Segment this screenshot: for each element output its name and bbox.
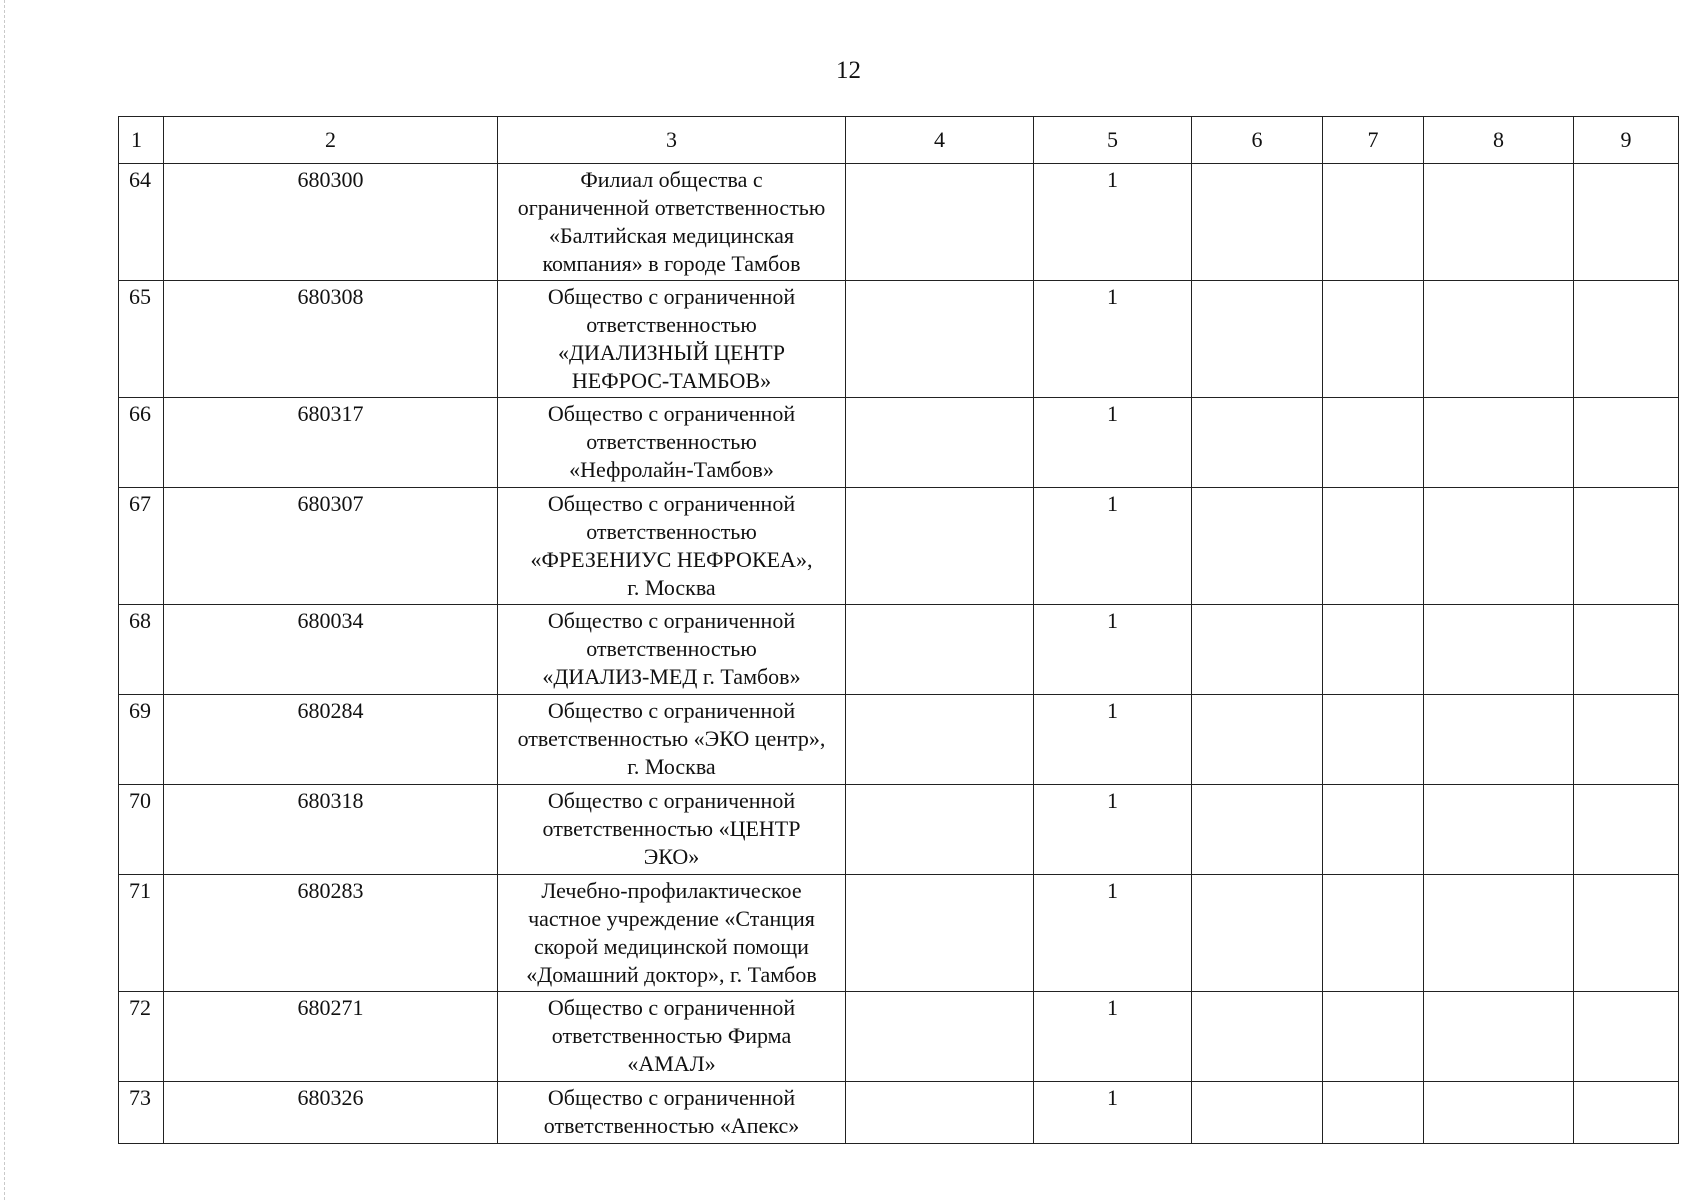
- organization-name: [498, 1082, 846, 1144]
- organization-code: 680307: [164, 488, 498, 605]
- cell-col-5: 1: [1034, 992, 1192, 1082]
- organization-name-line: ответственностью Фирма: [551, 1023, 792, 1048]
- organization-name: [498, 398, 846, 488]
- cell-col-5: 1: [1034, 488, 1192, 605]
- table-row: [119, 1082, 1679, 1144]
- organization-name-line: «Домашний доктор», г. Тамбов: [526, 962, 817, 987]
- cell-col-4: [846, 164, 1034, 281]
- cell-col-6: [1192, 488, 1323, 605]
- cell-col-8: [1424, 281, 1574, 398]
- cell-col-5: 1: [1034, 875, 1192, 992]
- table-row: [119, 488, 1679, 605]
- cell-col-4: [846, 605, 1034, 695]
- organization-name-line: Общество с ограниченной: [547, 698, 796, 723]
- cell-col-8: [1424, 398, 1574, 488]
- organization-code: 680300: [164, 164, 498, 281]
- cell-col-5: 1: [1034, 695, 1192, 785]
- scan-left-edge: [4, 0, 5, 1200]
- organization-name-line: ответственностью: [586, 312, 757, 337]
- row-number: 71: [119, 875, 164, 992]
- organization-code: 680283: [164, 875, 498, 992]
- cell-col-7: [1323, 398, 1424, 488]
- organization-code: 680284: [164, 695, 498, 785]
- organization-name-line: ЭКО»: [643, 844, 700, 869]
- organization-code: 680317: [164, 398, 498, 488]
- organization-name-line: Общество с ограниченной: [547, 284, 796, 309]
- cell-col-8: [1424, 695, 1574, 785]
- table-row: [119, 875, 1679, 992]
- cell-col-8: [1424, 875, 1574, 992]
- cell-col-5: 1: [1034, 1082, 1192, 1144]
- organization-name-line: Лечебно-профилактическое: [541, 878, 802, 903]
- cell-col-8: [1424, 1082, 1574, 1144]
- row-number: 66: [119, 398, 164, 488]
- organization-name: [498, 281, 846, 398]
- cell-col-8: [1424, 992, 1574, 1082]
- cell-col-6: [1192, 1082, 1323, 1144]
- cell-col-6: [1192, 605, 1323, 695]
- row-number: 73: [119, 1082, 164, 1144]
- cell-col-6: [1192, 398, 1323, 488]
- cell-col-6: [1192, 875, 1323, 992]
- organization-name-line: Общество с ограниченной: [547, 491, 796, 516]
- organization-name: [498, 875, 846, 992]
- organization-code: 680271: [164, 992, 498, 1082]
- table-row: [119, 281, 1679, 398]
- organization-name-line: Общество с ограниченной: [547, 1085, 796, 1110]
- cell-col-8: [1424, 785, 1574, 875]
- organization-name-line: Филиал общества с: [580, 167, 763, 192]
- organization-name: [498, 785, 846, 875]
- cell-col-6: [1192, 992, 1323, 1082]
- table-row: [119, 164, 1679, 281]
- cell-col-9: [1574, 1082, 1679, 1144]
- cell-col-9: [1574, 875, 1679, 992]
- cell-col-4: [846, 785, 1034, 875]
- organization-name-line: «ДИАЛИЗНЫЙ ЦЕНТР: [558, 340, 785, 365]
- organization-name-line: «ФРЕЗЕНИУС НЕФРОКЕА»,: [530, 547, 813, 572]
- cell-col-5: 1: [1034, 605, 1192, 695]
- cell-col-4: [846, 1082, 1034, 1144]
- cell-col-6: [1192, 164, 1323, 281]
- header-col-1: 1: [119, 117, 164, 164]
- header-row: [119, 117, 1679, 164]
- page-number: 12: [836, 57, 861, 84]
- cell-col-7: [1323, 785, 1424, 875]
- row-number: 68: [119, 605, 164, 695]
- organization-name: [498, 992, 846, 1082]
- organization-name: [498, 695, 846, 785]
- cell-col-7: [1323, 695, 1424, 785]
- cell-col-7: [1323, 164, 1424, 281]
- row-number: 67: [119, 488, 164, 605]
- cell-col-8: [1424, 605, 1574, 695]
- cell-col-9: [1574, 992, 1679, 1082]
- organization-name-line: Общество с ограниченной: [547, 788, 796, 813]
- cell-col-9: [1574, 695, 1679, 785]
- cell-col-5: 1: [1034, 281, 1192, 398]
- organization-code: 680308: [164, 281, 498, 398]
- cell-col-7: [1323, 605, 1424, 695]
- organization-code: 680318: [164, 785, 498, 875]
- cell-col-4: [846, 992, 1034, 1082]
- cell-col-5: 1: [1034, 164, 1192, 281]
- organization-name-line: «Балтийская медицинская: [549, 223, 794, 248]
- organization-name: [498, 164, 846, 281]
- table-row: [119, 605, 1679, 695]
- cell-col-9: [1574, 164, 1679, 281]
- header-col-8: 8: [1424, 117, 1574, 164]
- cell-col-4: [846, 875, 1034, 992]
- organization-name-line: г. Москва: [627, 754, 716, 779]
- table-body: [119, 164, 1679, 1144]
- organization-name-line: ограниченной ответственностью: [517, 195, 826, 220]
- table-row: [119, 992, 1679, 1082]
- organization-code: 680034: [164, 605, 498, 695]
- organization-name-line: ответственностью: [586, 519, 757, 544]
- header-col-6: 6: [1192, 117, 1323, 164]
- organization-name-line: ответственностью: [586, 429, 757, 454]
- organization-name-line: г. Москва: [627, 575, 716, 600]
- cell-col-8: [1424, 488, 1574, 605]
- organization-name-line: ответственностью: [586, 636, 757, 661]
- organization-name-line: скорой медицинской помощи: [534, 934, 809, 959]
- cell-col-9: [1574, 785, 1679, 875]
- organization-name-line: Общество с ограниченной: [547, 995, 796, 1020]
- organization-name-line: «Нефролайн-Тамбов»: [569, 457, 774, 482]
- table-row: [119, 398, 1679, 488]
- cell-col-9: [1574, 605, 1679, 695]
- table-row: [119, 695, 1679, 785]
- cell-col-7: [1323, 488, 1424, 605]
- table-row: [119, 785, 1679, 875]
- organization-name-line: «ДИАЛИЗ-МЕД г. Тамбов»: [542, 664, 801, 689]
- cell-col-6: [1192, 281, 1323, 398]
- organization-name: [498, 488, 846, 605]
- cell-col-7: [1323, 875, 1424, 992]
- header-col-3: 3: [498, 117, 846, 164]
- header-col-7: 7: [1323, 117, 1424, 164]
- organization-name-line: Общество с ограниченной: [547, 608, 796, 633]
- organization-code: 680326: [164, 1082, 498, 1144]
- cell-col-4: [846, 488, 1034, 605]
- organization-name: [498, 605, 846, 695]
- organization-name-line: частное учреждение «Станция: [528, 906, 815, 931]
- cell-col-9: [1574, 281, 1679, 398]
- cell-col-8: [1424, 164, 1574, 281]
- header-col-2: 2: [164, 117, 498, 164]
- cell-col-9: [1574, 398, 1679, 488]
- cell-col-4: [846, 281, 1034, 398]
- row-number: 72: [119, 992, 164, 1082]
- organization-name-line: ответственностью «ЭКО центр»,: [517, 726, 826, 751]
- header-col-9: 9: [1574, 117, 1679, 164]
- organization-name-line: НЕФРОС-ТАМБОВ»: [571, 368, 772, 393]
- organization-name-line: Общество с ограниченной: [547, 401, 796, 426]
- cell-col-4: [846, 398, 1034, 488]
- cell-col-7: [1323, 992, 1424, 1082]
- header-col-4: 4: [846, 117, 1034, 164]
- row-number: 64: [119, 164, 164, 281]
- cell-col-6: [1192, 695, 1323, 785]
- organization-name-line: «АМАЛ»: [627, 1051, 716, 1076]
- cell-col-5: 1: [1034, 398, 1192, 488]
- header-col-5: 5: [1034, 117, 1192, 164]
- cell-col-6: [1192, 785, 1323, 875]
- row-number: 65: [119, 281, 164, 398]
- cell-col-5: 1: [1034, 785, 1192, 875]
- organization-name-line: ответственностью «Апекс»: [543, 1113, 800, 1138]
- row-number: 69: [119, 695, 164, 785]
- cell-col-9: [1574, 488, 1679, 605]
- table-header: [119, 117, 1679, 164]
- row-number: 70: [119, 785, 164, 875]
- cell-col-4: [846, 695, 1034, 785]
- cell-col-7: [1323, 1082, 1424, 1144]
- organization-name-line: компания» в городе Тамбов: [542, 251, 801, 276]
- organization-name-line: ответственностью «ЦЕНТР: [542, 816, 801, 841]
- cell-col-7: [1323, 281, 1424, 398]
- registry-table: [118, 116, 1679, 1144]
